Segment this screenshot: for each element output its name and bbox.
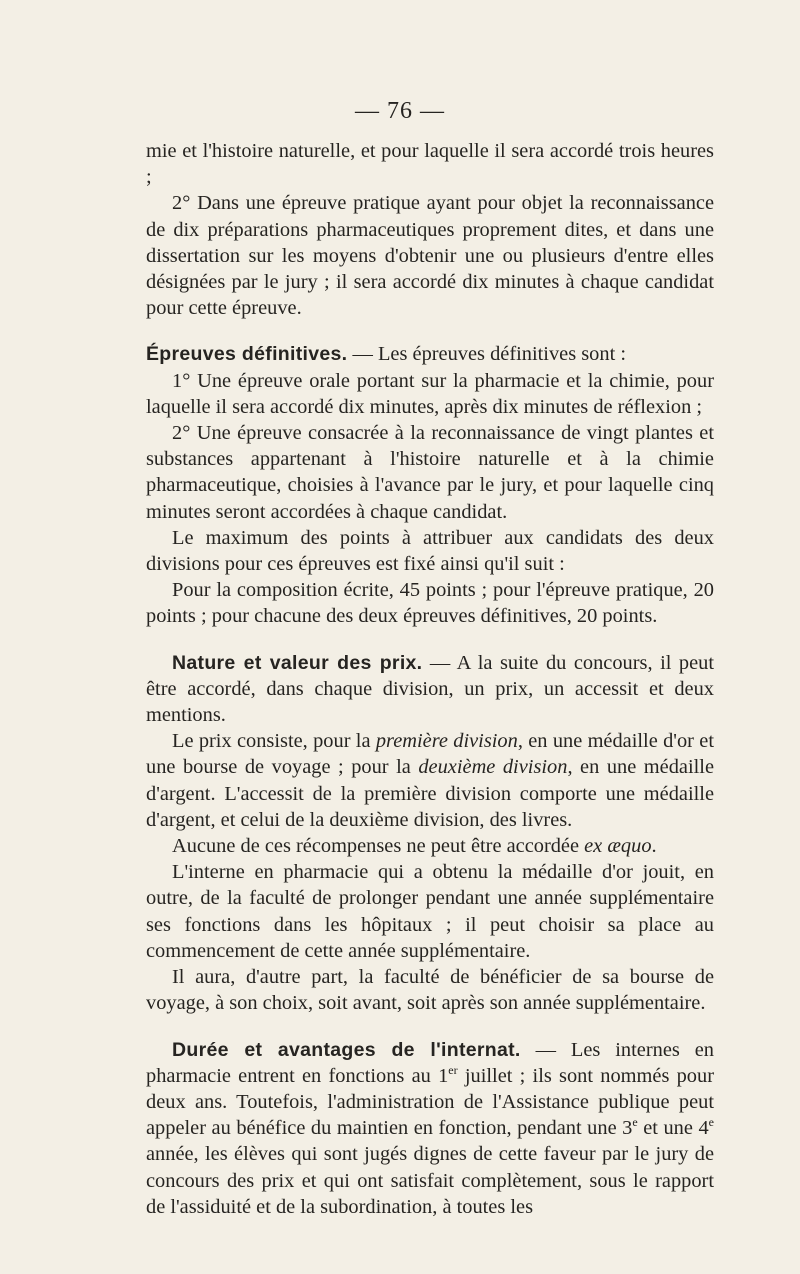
superscript: e — [632, 1115, 638, 1130]
paragraph — [146, 833, 714, 859]
text-run: et une 4 — [637, 1117, 709, 1140]
text-run: année, les élèves qui sont jugés dignes de cette faveur par le jury de concours des prix et qui ont satisfait complètement, sous le rapport de l'assiduité et de la subordination, à toutes les — [146, 1143, 714, 1218]
paragraph: 1° Une épreuve orale portant sur la pharmacie et la chimie, pour laquelle il sera accordé dix minutes, après dix minutes de réflexion ; — [146, 369, 714, 418]
italic-text: première division — [375, 730, 518, 753]
page-body — [146, 138, 714, 1220]
section-heading: Nature et valeur des prix. — [172, 651, 423, 674]
superscript: er — [448, 1062, 458, 1077]
paragraph — [146, 728, 714, 833]
section-paragraph — [146, 650, 714, 729]
paragraph: 2° Une épreuve consacrée à la reconnaissance de vingt plantes et substances appartenant à l'histoire naturelle et à la chimie pharmaceutique, choisies à l'avance par le jury, et pour laquelle cinq minutes seront accordées à chaque candidat. — [146, 422, 714, 523]
paragraph: Pour la composition écrite, 45 points ; pour l'épreuve pratique, 20 points ; pour chacune des deux épreuves définitives, 20 points. — [146, 579, 714, 628]
section-lead-text: — Les épreuves définitives sont : — [347, 343, 626, 366]
paragraph: Il aura, d'autre part, la faculté de bénéficier de sa bourse de voyage, à son choix, soit avant, soit après son année supplémentaire. — [146, 966, 714, 1015]
italic-text: deuxième division — [418, 756, 568, 779]
section-paragraph — [146, 1037, 714, 1220]
superscript: e — [708, 1115, 714, 1130]
text-run: , en une médaille d'argent. L'accessit de la première division comporte une médaille d'argent, et celui de la deuxième division, des livres. — [146, 756, 714, 831]
section-lead-text: — A la suite du concours, il peut être accordé, dans chaque division, un prix, un accessit et deux mentions. — [146, 651, 714, 727]
paragraph: Le maximum des points à attribuer aux candidats des deux divisions pour ces épreuves est fixé ainsi qu'il suit : — [146, 526, 714, 576]
italic-text: ex æquo — [584, 835, 652, 858]
text-run: juillet ; ils sont nommés pour deux ans. Toutefois, l'administration de l'Assistance publique peut appeler au bénéfice du maintien en fonction, pendant une 3 — [146, 1064, 714, 1140]
paragraph: 2° Dans une épreuve pratique ayant pour objet la reconnaissance de dix préparations pharmaceutiques proprement dites, et dans une dissertation sur les moyens d'obtenir une ou plusieurs d'entre elles désignées par le jury ; il sera accordé dix minutes à chaque candidat pour cette épreuve. — [146, 192, 714, 320]
text-run: Le prix consiste, pour la — [172, 730, 376, 753]
paragraph: L'interne en pharmacie qui a obtenu la médaille d'or jouit, en outre, de la faculté de prolonger pendant une année supplémentaire ses fonctions dans les hôpitaux ; il peut choisir sa place au commencement de cette année supplémentaire. — [146, 861, 714, 962]
section-heading: Durée et avantages de l'internat. — [172, 1038, 521, 1061]
text-run: , en une médaille d'or et une bourse de voyage ; pour la — [146, 730, 714, 779]
text-run: Aucune de ces récompenses ne peut être accordée — [172, 835, 585, 858]
section-paragraph — [146, 341, 714, 367]
page-number: — 76 — — [355, 98, 445, 124]
section-heading: Épreuves définitives. — [146, 343, 348, 366]
paragraph: mie et l'histoire naturelle, et pour laquelle il sera accordé trois heures ; — [146, 140, 714, 189]
text-run: — Les internes en pharmacie entrent en fonctions au 1 — [146, 1038, 714, 1087]
text-run: . — [651, 835, 657, 858]
